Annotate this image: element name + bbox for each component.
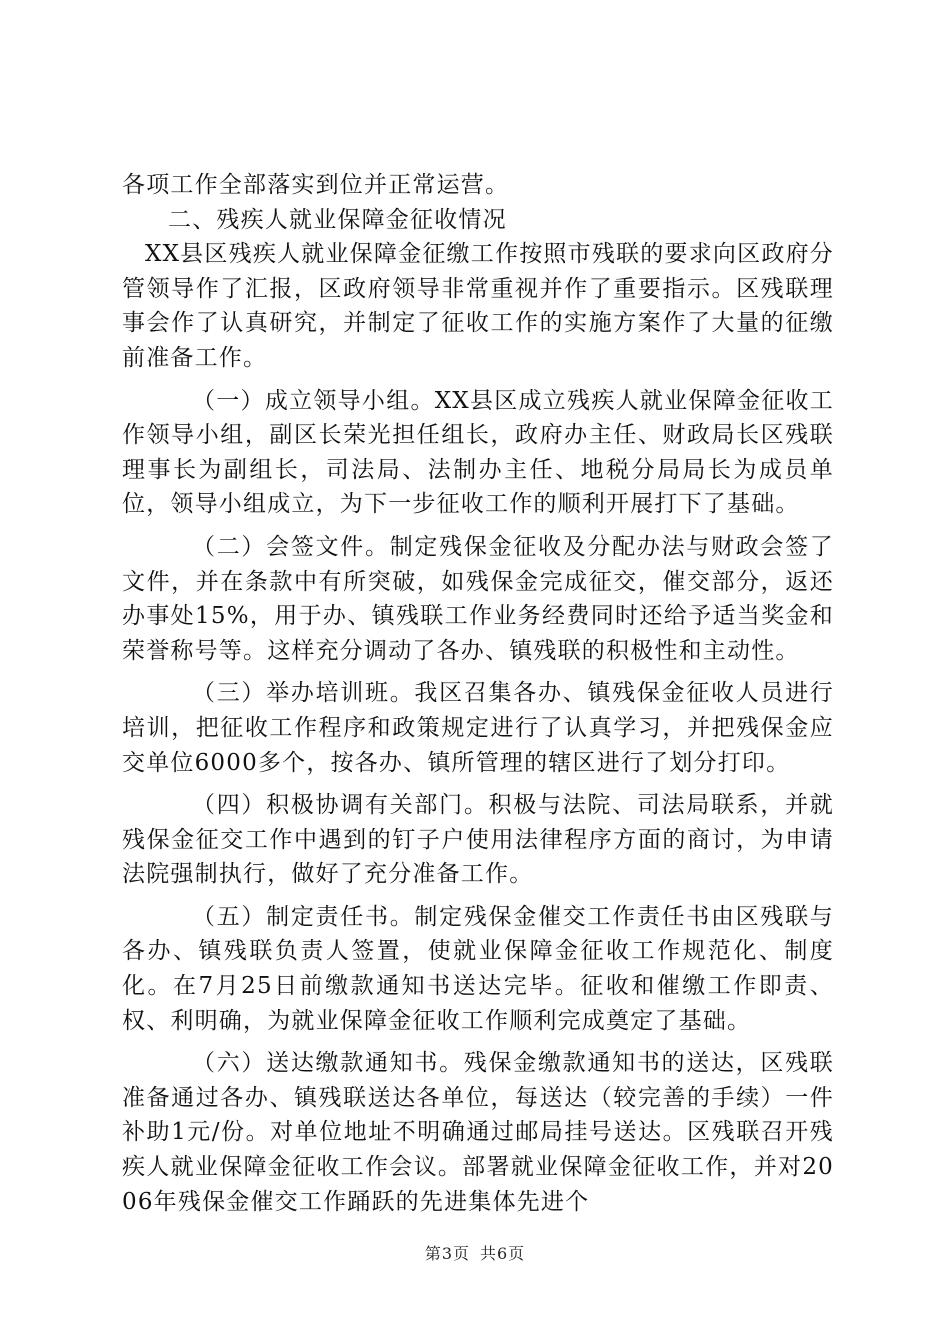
paragraph-item-5: （五）制定责任书。制定残保金催交工作责任书由区残联与各办、镇残联负责人签置，使就业保障金征收工作规范化、制度化。在7月25日前缴款通知书送达完毕。征收和催缴工作即责、权、利明确，为就业保障金征收工作顺利完成奠定了基础。 <box>122 903 834 1034</box>
paragraph-item-6: （六）送达缴款通知书。残保金缴款通知书的送达，区残联准备通过各办、镇残联送达各单位，每送达（较完善的手续）一件补助1元/份。对单位地址不明确通过邮局挂号送达。区残联召开残疾人就业保障金征收工作会议。部署就业保障金征收工作，并对2006年残保金催交工作踊跃的先进集体先进个 <box>122 1050 834 1215</box>
paragraph-item-3: （三）举办培训班。我区召集各办、镇残保金征收人员进行培训，把征收工作程序和政策规定进行了认真学习，并把残保金应交单位6000多个，按各办、镇所管理的辖区进行了划分打印。 <box>122 680 834 776</box>
page-number: 第3页 <box>424 1244 470 1263</box>
paragraph-intro: XX县区残疾人就业保障金征缴工作按照市残联的要求向区政府分管领导作了汇报，区政府领导非常重视并作了重要指示。区残联理事会作了认真研究，并制定了征收工作的实施方案作了大量的征缴前准备工作。 <box>122 241 834 371</box>
section-heading: 二、残疾人就业保障金征收情况 <box>168 206 507 233</box>
paragraph-item-4: （四）积极协调有关部门。积极与法院、司法局联系，并就残保金征交工作中遇到的钉子户使用法律程序方面的商讨，为申请法院强制执行，做好了充分准备工作。 <box>122 792 834 888</box>
page-footer <box>0 1244 950 1264</box>
paragraph-continuation: 各项工作全部落实到位并正常运营。 <box>122 172 510 198</box>
document-body <box>122 168 834 1219</box>
paragraph-item-1: （一）成立领导小组。XX县区成立残疾人就业保障金征收工作领导小组，副区长荣光担任组长，政府办主任、财政局长区残联理事长为副组长，司法局、法制办主任、地税分局局长为成员单位，领导小组成立，为下一步征收工作的顺利开展打下了基础。 <box>122 387 834 518</box>
page-total: 共6页 <box>480 1244 526 1263</box>
paragraph-item-2: （二）会签文件。制定残保金征收及分配办法与财政会签了文件，并在条款中有所突破，如残保金完成征交，催交部分，返还办事处15%，用于办、镇残联工作业务经费同时还给予适当奖金和荣誉称号等。这样充分调动了各办、镇残联的积极性和主动性。 <box>122 533 834 664</box>
